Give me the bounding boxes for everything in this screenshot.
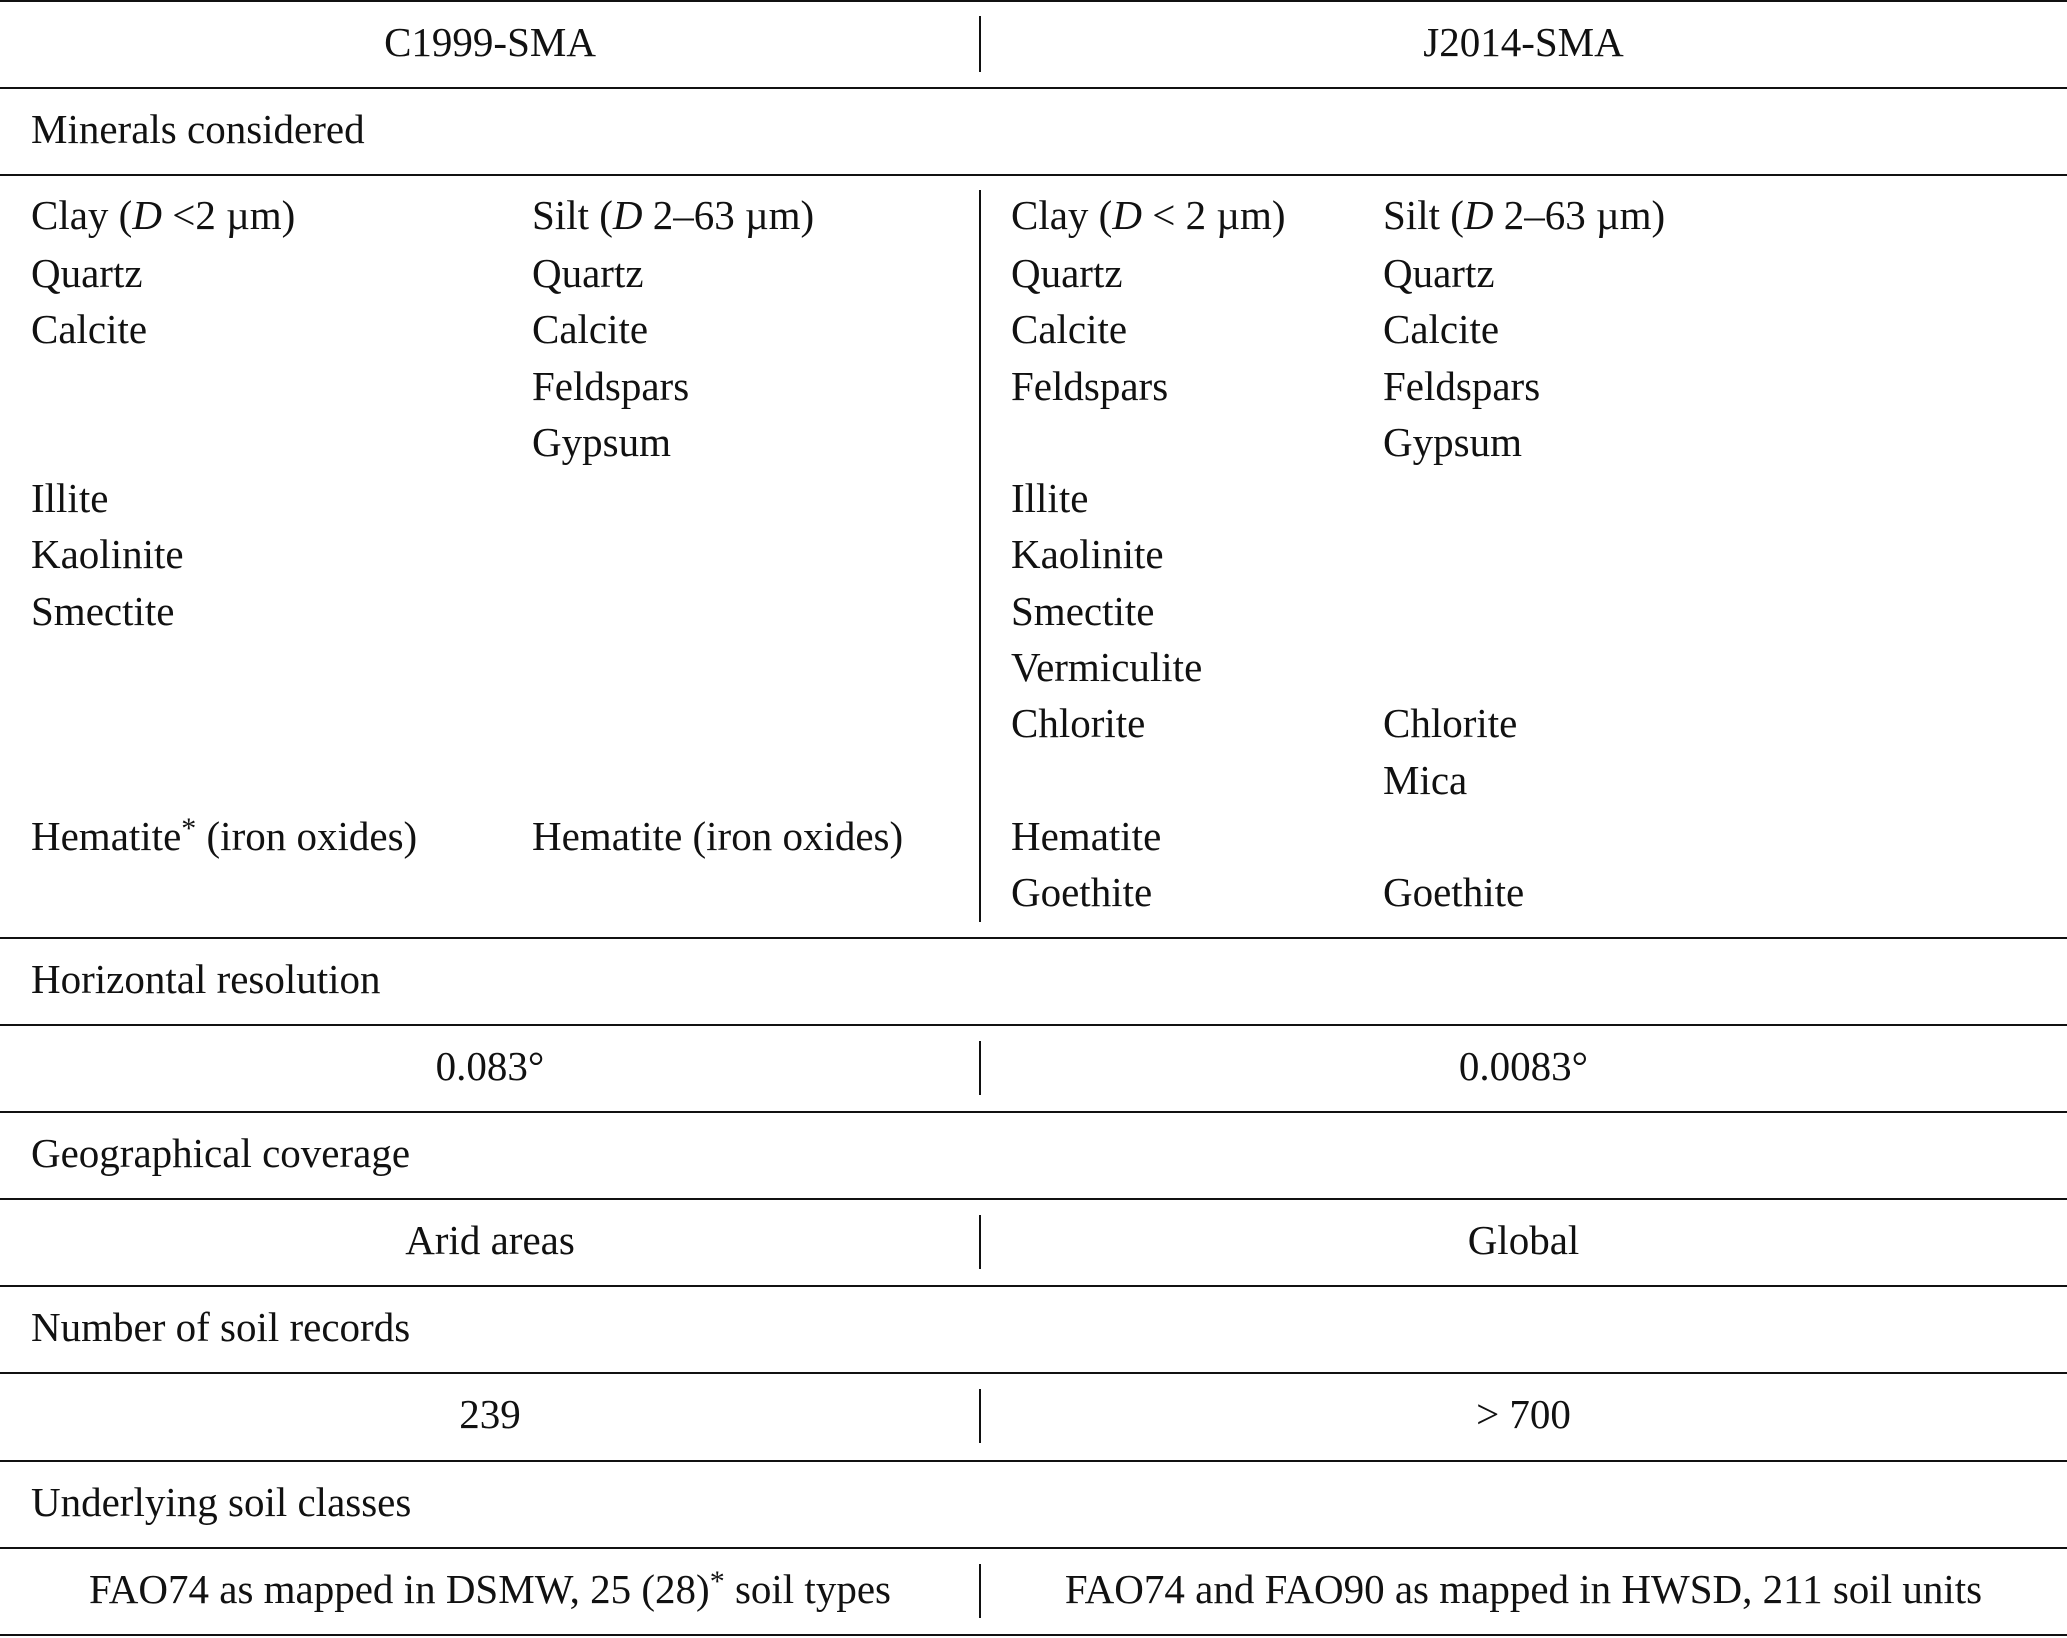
list-item — [1383, 470, 1665, 526]
list-item: Quartz — [1383, 250, 1495, 296]
soil-classes-j2014: FAO74 and FAO90 as mapped in HWSD, 211 soil units — [1064, 1566, 1983, 1612]
table-top-rule — [0, 0, 2067, 2]
list-item: Chlorite — [1383, 700, 1518, 747]
list-item: Calcite — [532, 306, 649, 353]
list-item: Feldspars — [1011, 362, 1169, 409]
list-item: Mica — [1383, 756, 1468, 803]
list-item: Gypsum — [532, 418, 671, 465]
list-item: Feldspars — [532, 362, 690, 409]
list-item — [1383, 583, 1665, 639]
list-item: Smectite — [1011, 587, 1155, 634]
list-item: Quartz — [1011, 250, 1123, 296]
list-item: Feldspars — [1383, 362, 1541, 409]
list-item — [1383, 639, 1665, 695]
j2014-silt-head: Silt (D 2–63 µm) — [1383, 192, 1666, 238]
list-item — [532, 752, 903, 808]
list-item — [1011, 752, 1286, 808]
section-coverage: Geographical coverage — [31, 1130, 411, 1176]
resolution-c1999: 0.083° — [435, 1043, 545, 1089]
list-item — [532, 695, 903, 751]
c1999-clay-list — [31, 187, 417, 864]
minerals-bottom-rule — [0, 937, 2067, 939]
coverage-label-rule — [0, 1198, 2067, 1200]
c1999-silt-list — [532, 187, 903, 864]
records-label-rule — [0, 1372, 2067, 1374]
list-item: Goethite — [1011, 869, 1153, 916]
list-item — [532, 526, 903, 582]
resolution-label-rule — [0, 1024, 2067, 1026]
list-item — [532, 470, 903, 526]
j2014-clay-head: Clay (D < 2 µm) — [1011, 192, 1286, 238]
records-j2014: > 700 — [1476, 1391, 1571, 1437]
list-item: Quartz — [532, 250, 644, 296]
soil-classes-c1999: FAO74 as mapped in DSMW, 25 (28)* soil types — [89, 1565, 891, 1612]
header-j2014: J2014-SMA — [1423, 19, 1624, 65]
list-item: Calcite — [31, 306, 148, 353]
section-minerals: Minerals considered — [31, 106, 365, 152]
minerals-label-rule — [0, 174, 2067, 176]
list-item: Gypsum — [1383, 418, 1522, 465]
list-item — [532, 639, 903, 695]
soil-classes-label-rule — [0, 1547, 2067, 1549]
list-item: Chlorite — [1011, 700, 1146, 747]
list-item — [1011, 414, 1286, 470]
list-item: Quartz — [31, 250, 143, 296]
list-item — [31, 414, 417, 470]
j2014-silt-list — [1383, 187, 1665, 921]
list-item: Calcite — [1383, 306, 1500, 353]
list-item: Calcite — [1011, 306, 1128, 353]
list-item — [31, 358, 417, 414]
list-item: Kaolinite — [31, 531, 184, 578]
minerals-divider — [979, 190, 981, 922]
list-item — [31, 695, 417, 751]
coverage-bottom-rule — [0, 1285, 2067, 1287]
list-item — [31, 752, 417, 808]
resolution-j2014: 0.0083° — [1458, 1043, 1589, 1089]
section-records: Number of soil records — [31, 1304, 411, 1350]
c1999-clay-head: Clay (D <2 µm) — [31, 192, 296, 238]
list-item: Hematite (iron oxides) — [532, 812, 904, 859]
section-soil-classes: Underlying soil classes — [31, 1479, 412, 1525]
list-item — [1383, 526, 1665, 582]
records-bottom-rule — [0, 1460, 2067, 1462]
list-item: Illite — [31, 475, 109, 522]
table-bottom-rule — [0, 1634, 2067, 1636]
list-item: Illite — [1011, 475, 1089, 522]
resolution-bottom-rule — [0, 1111, 2067, 1113]
j2014-clay-list — [1011, 187, 1286, 921]
records-c1999: 239 — [459, 1391, 521, 1437]
list-item-hematite: Hematite* (iron oxides) — [31, 811, 418, 859]
header-rule — [0, 87, 2067, 89]
list-item: Goethite — [1383, 869, 1525, 916]
section-resolution: Horizontal resolution — [31, 956, 381, 1002]
coverage-c1999: Arid areas — [405, 1217, 575, 1263]
c1999-silt-head: Silt (D 2–63 µm) — [532, 192, 815, 238]
list-item — [31, 639, 417, 695]
list-item: Vermiculite — [1011, 644, 1203, 691]
coverage-j2014: Global — [1467, 1217, 1580, 1263]
list-item: Hematite — [1011, 812, 1162, 859]
list-item — [532, 583, 903, 639]
list-item — [1383, 808, 1665, 864]
header-c1999: C1999-SMA — [384, 19, 596, 65]
list-item: Kaolinite — [1011, 531, 1164, 578]
list-item: Smectite — [31, 587, 175, 634]
